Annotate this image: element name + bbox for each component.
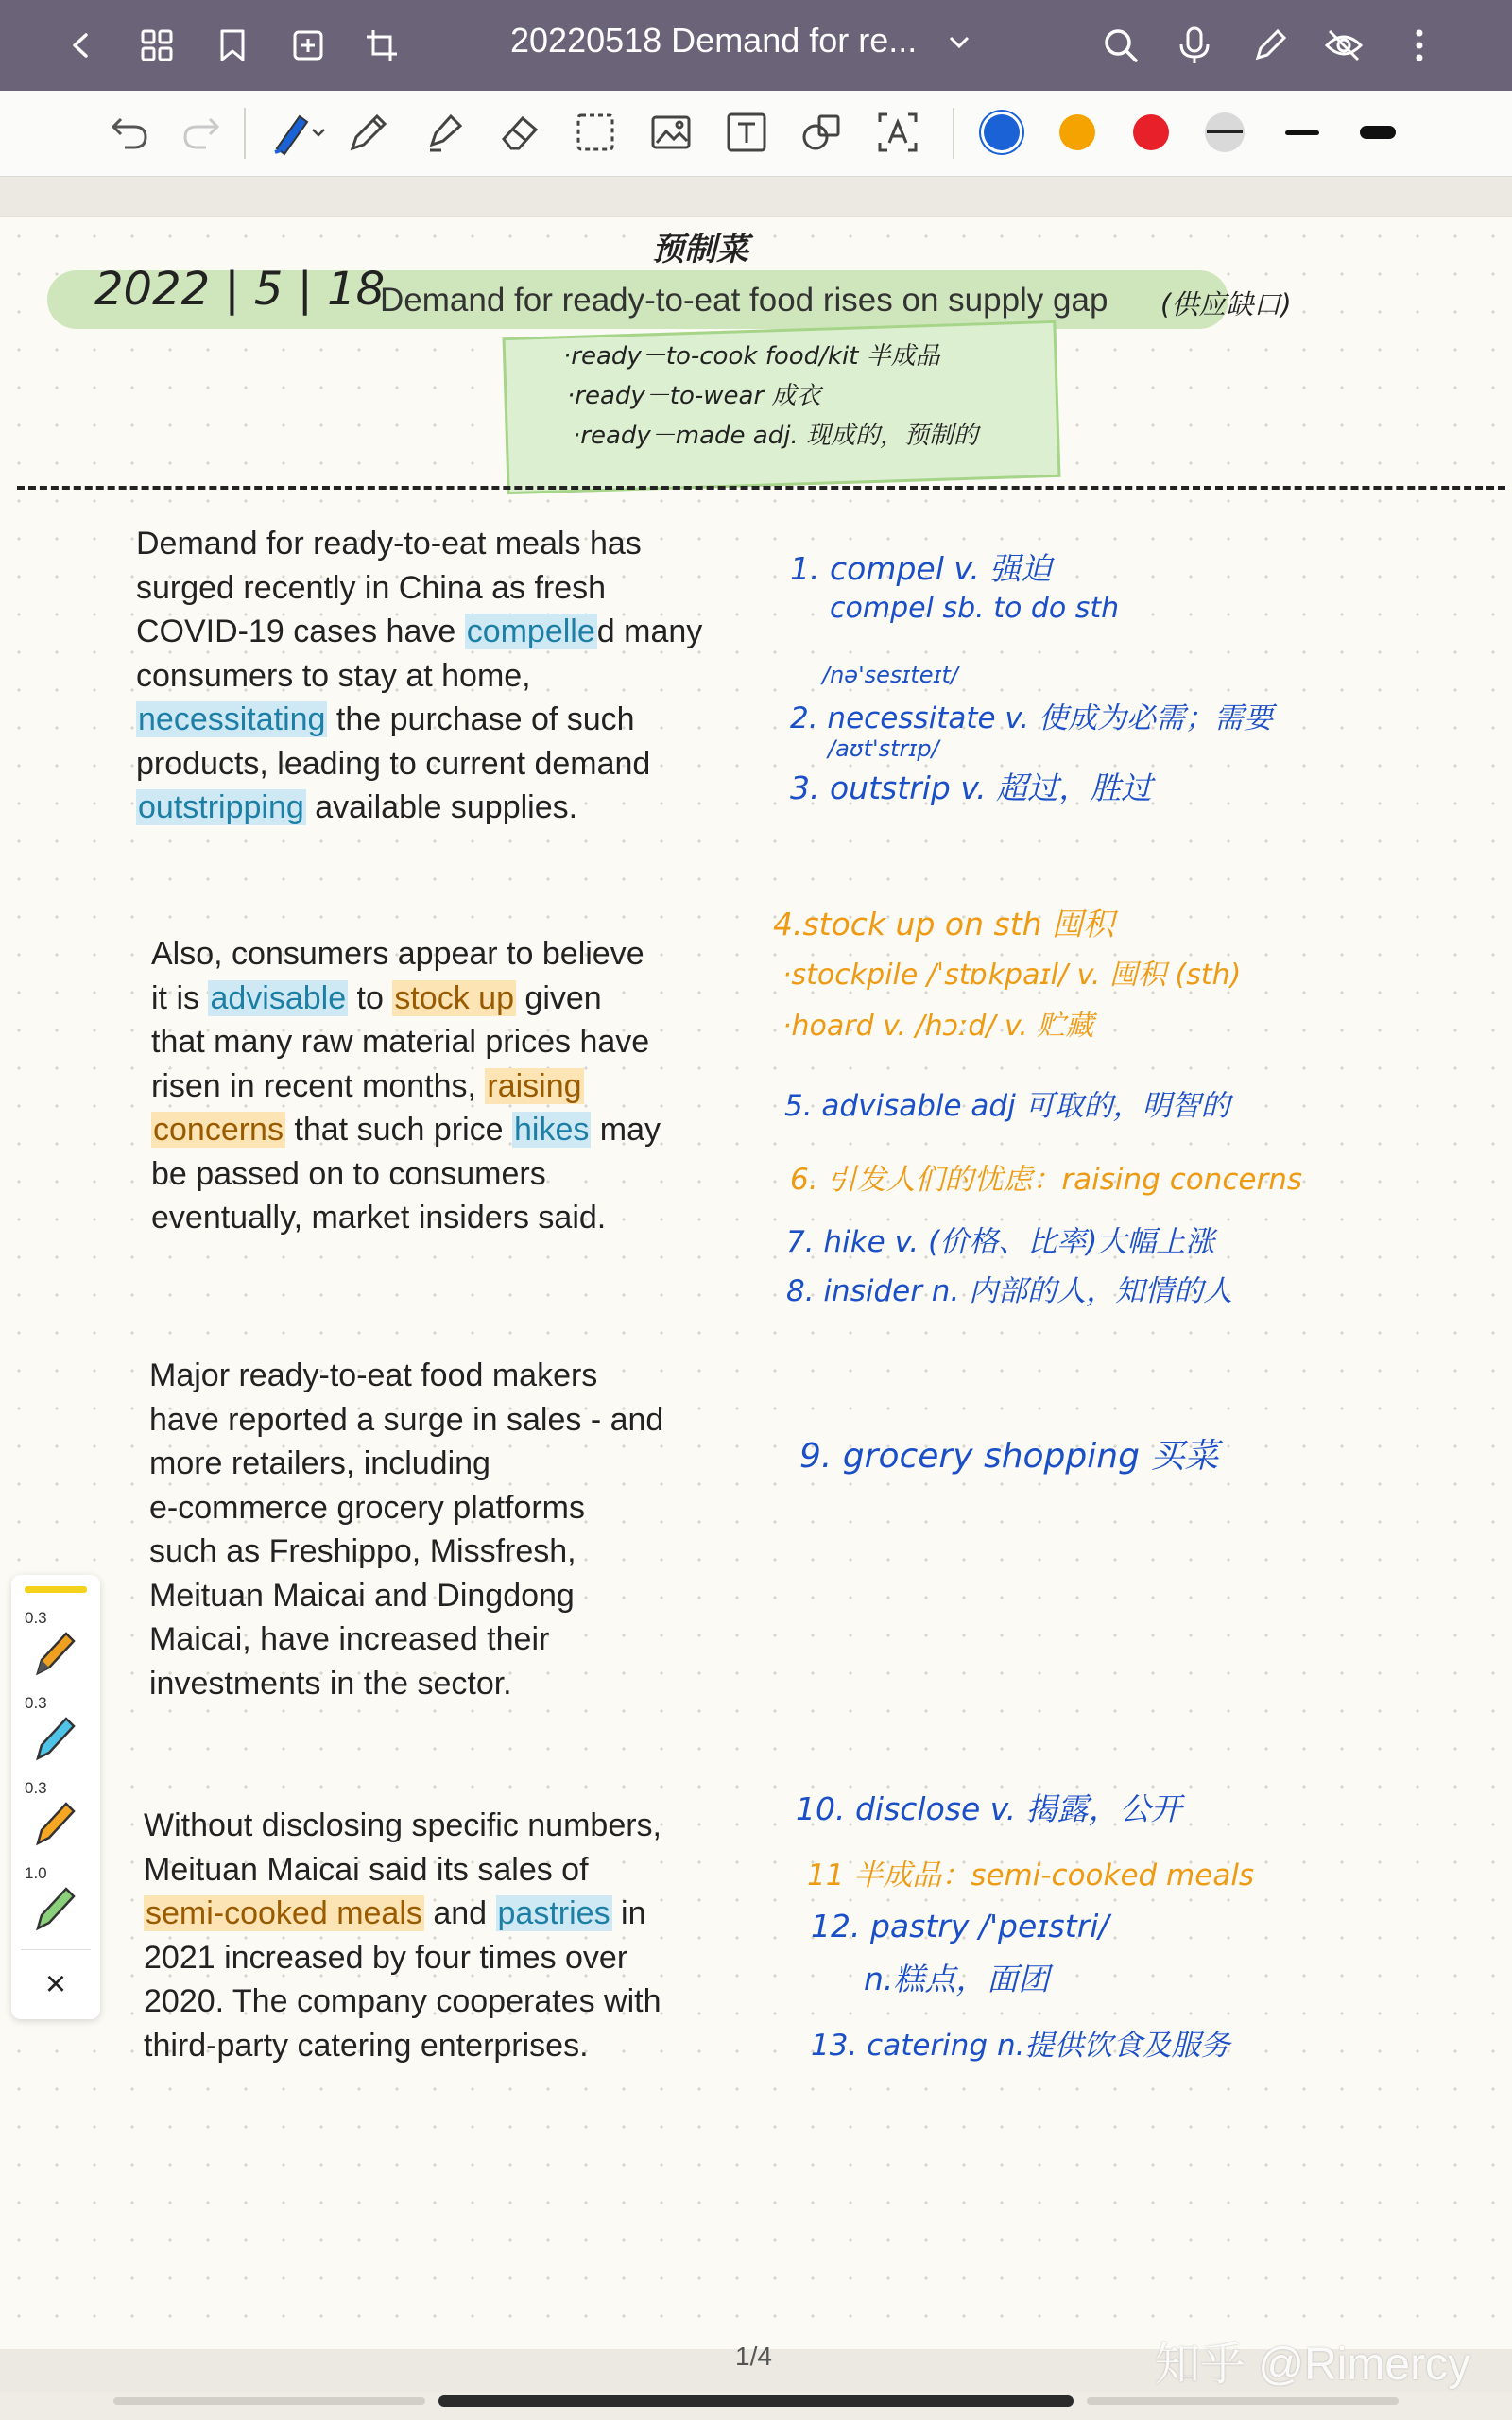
pen-size-label: 0.3 <box>25 1609 47 1627</box>
text-line: investments in the sector. <box>149 1665 512 1702</box>
note-3-ipa: /aʊt'strɪp/ <box>828 735 939 762</box>
highlight-stock-up: stock up <box>394 979 514 1016</box>
home-gesture-bar[interactable] <box>438 2395 1074 2407</box>
document-title-text: 20220518 Demand for re... <box>510 21 918 60</box>
paragraph-1 <box>136 522 702 830</box>
stroke-thin[interactable] <box>1278 108 1327 157</box>
fountain-pen-tool[interactable] <box>270 108 331 157</box>
text-line: more retailers, including <box>149 1445 490 1481</box>
text-line: have reported a surge in sales - and <box>149 1401 664 1438</box>
text-line: e-commerce grocery platforms <box>149 1489 586 1526</box>
note-date: 2022 | 5 | 18 <box>94 263 386 316</box>
note-13: 13. catering n.提供饮食及服务 <box>811 2029 1230 2063</box>
color-dot <box>984 114 1020 150</box>
scroll-track <box>1087 2397 1399 2405</box>
vocab-item-1: ·ready－to-cook food/kit 半成品 <box>563 342 940 371</box>
palette-divider <box>21 1949 91 1950</box>
paragraph-3 <box>149 1354 663 1705</box>
back-icon[interactable] <box>59 23 104 68</box>
paragraph-2 <box>151 932 661 1240</box>
note-2-ipa: /nə'sesɪteɪt/ <box>822 662 958 688</box>
highlight-hikes: hikes <box>513 1112 590 1148</box>
color-dot <box>1205 112 1245 152</box>
text-line: Meituan Maicai said its sales of <box>144 1851 589 1888</box>
text-line <box>151 1064 661 1109</box>
highlight-outstripping: outstripping <box>138 789 304 825</box>
vocab-item-3: ·ready－made adj. 现成的，预制的 <box>573 422 978 450</box>
note-1b: compel sb. to do sth <box>830 592 1120 625</box>
scroll-track <box>113 2397 425 2405</box>
text-run: d many <box>596 614 703 649</box>
text-line: third-party catering enterprises. <box>144 2027 589 2064</box>
text-line: products, leading to current demand <box>136 745 651 782</box>
color-swatch-red[interactable] <box>1126 108 1176 157</box>
note-8: 8. insider n. 内部的人，知情的人 <box>786 1274 1233 1308</box>
vocab-item-2: ·ready－to-wear 成衣 <box>567 382 821 410</box>
more-menu-icon[interactable] <box>1397 23 1442 68</box>
eraser-icon[interactable] <box>495 108 544 157</box>
dashed-separator <box>17 486 1505 490</box>
text-run: that such price <box>284 1112 512 1148</box>
highlight-advisable: advisable <box>210 979 347 1016</box>
pen-size-label: 0.3 <box>25 1694 47 1712</box>
eye-off-icon[interactable] <box>1321 23 1366 68</box>
palette-close-button[interactable]: × <box>44 1964 67 2004</box>
add-page-icon[interactable] <box>285 23 331 68</box>
fountain-pen-icon <box>271 109 330 156</box>
note-11: 11 半成品：semi-cooked meals <box>807 1858 1255 1893</box>
text-line <box>136 610 702 654</box>
title-annotation: (供应缺口) <box>1160 288 1292 320</box>
color-swatch-gray[interactable] <box>1200 108 1249 157</box>
palette-drag-handle[interactable] <box>25 1586 87 1593</box>
tool-toolbar <box>0 91 1512 177</box>
note-1: 1. compel v. 强迫 <box>790 550 1053 587</box>
image-insert-icon[interactable] <box>646 108 696 157</box>
document-title[interactable] <box>510 21 971 60</box>
note-7: 7. hike v. (价格、比率)大幅上涨 <box>786 1225 1215 1259</box>
text-line: surged recently in China as fresh <box>136 569 607 606</box>
text-line <box>144 1892 662 1936</box>
highlighter-icon[interactable] <box>420 108 469 157</box>
redo-icon[interactable] <box>176 108 225 157</box>
shape-tool-icon[interactable] <box>798 108 847 157</box>
toolbar-divider <box>244 108 246 159</box>
pen-size-label: 0.3 <box>25 1779 47 1797</box>
bookmark-icon[interactable] <box>210 23 255 68</box>
grid-icon[interactable] <box>134 23 180 68</box>
app-bar <box>0 0 1512 91</box>
chevron-down-icon[interactable] <box>947 35 971 50</box>
search-icon[interactable] <box>1098 23 1143 68</box>
color-swatch-orange[interactable] <box>1053 108 1102 157</box>
text-line <box>151 1108 661 1152</box>
highlight-raising: raising <box>487 1067 582 1104</box>
text-line: eventually, market insiders said. <box>151 1200 607 1236</box>
stroke-thick[interactable] <box>1353 108 1402 157</box>
pen-preset-1[interactable] <box>25 1609 87 1685</box>
text-line: such as Freshippo, Missfresh, <box>149 1533 576 1569</box>
text-line: Also, consumers appear to believe <box>151 936 644 972</box>
text-box-icon[interactable] <box>722 108 771 157</box>
text-line: Maicai, have increased their <box>149 1621 550 1657</box>
system-nav-bar <box>0 2392 1512 2420</box>
text-run: and <box>423 1895 496 1931</box>
pen-preset-2[interactable] <box>25 1694 87 1770</box>
text-line: Major ready-to-eat food makers <box>149 1357 598 1393</box>
article-title: Demand for ready-to-eat food rises on supply gap <box>380 282 1108 319</box>
note-2: 2. necessitate v. 使成为必需；需要 <box>790 701 1273 735</box>
crop-icon[interactable] <box>359 23 404 68</box>
text-run: in <box>611 1895 646 1931</box>
undo-icon[interactable] <box>106 108 155 157</box>
text-line: 2020. The company cooperates with <box>144 1983 662 2019</box>
color-dot <box>1133 114 1169 150</box>
lasso-select-icon[interactable] <box>571 108 620 157</box>
color-swatch-blue[interactable] <box>977 108 1026 157</box>
pencil-edit-icon[interactable] <box>1247 23 1293 68</box>
paragraph-4 <box>144 1804 662 2067</box>
stroke-preview <box>1360 126 1396 139</box>
note-3: 3. outstrip v. 超过，胜过 <box>790 769 1153 806</box>
ocr-text-icon[interactable] <box>873 108 922 157</box>
highlight-concerns: concerns <box>153 1112 284 1148</box>
text-run: given <box>515 979 602 1016</box>
microphone-icon[interactable] <box>1172 23 1217 68</box>
text-run: to <box>348 979 393 1016</box>
highlight-compelled: compelle <box>466 614 595 649</box>
watermark: 知乎 @Rimercy <box>1155 2340 1471 2390</box>
highlight-semi-cooked-meals: semi-cooked meals <box>146 1895 422 1931</box>
text-line <box>136 698 702 742</box>
text-line: Without disclosing specific numbers, <box>144 1807 662 1843</box>
text-run: risen in recent months, <box>151 1067 486 1104</box>
page-indicator: 1/4 <box>735 2342 772 2371</box>
text-run: may <box>591 1112 662 1148</box>
text-run: COVID-19 cases have <box>136 614 465 649</box>
note-4c: ·hoard v. /hɔːd/ v. 贮藏 <box>782 1010 1094 1043</box>
highlight-pastries: pastries <box>497 1895 610 1931</box>
note-6: 6. 引发人们的忧虑：raising concerns <box>790 1163 1303 1197</box>
pen-preset-3[interactable] <box>25 1779 87 1855</box>
text-line: be passed on to consumers <box>151 1155 546 1192</box>
page-heading: 预制菜 <box>652 231 748 268</box>
text-line <box>151 977 661 1021</box>
note-9: 9. grocery shopping 买菜 <box>799 1437 1219 1476</box>
pen-size-label: 1.0 <box>25 1864 47 1882</box>
pen-palette <box>11 1575 100 2019</box>
toolbar-divider <box>953 108 954 159</box>
stroke-preview <box>1285 130 1319 135</box>
text-line: consumers to stay at home, <box>136 657 531 694</box>
note-12b: n.糕点，面团 <box>864 1961 1050 1997</box>
note-10: 10. disclose v. 揭露，公开 <box>796 1790 1182 1827</box>
text-line: Meituan Maicai and Dingdong <box>149 1577 575 1614</box>
highlight-necessitating: necessitating <box>138 701 326 737</box>
note-4: 4.stock up on sth 囤积 <box>773 906 1115 942</box>
note-12: 12. pastry /'peɪstri/ <box>811 1908 1109 1945</box>
pen-icon[interactable] <box>344 108 393 157</box>
text-run: the purchase of such <box>327 701 635 737</box>
color-dot <box>1059 114 1095 150</box>
text-run: it is <box>151 979 209 1016</box>
pen-preset-4[interactable] <box>25 1864 87 1940</box>
text-run: available supplies. <box>305 789 578 825</box>
text-line: Demand for ready-to-eat meals has <box>136 526 642 562</box>
text-line <box>136 786 702 830</box>
text-line: 2021 increased by four times over <box>144 1939 628 1976</box>
text-line: that many raw material prices have <box>151 1024 650 1060</box>
note-5: 5. advisable adj 可取的，明智的 <box>784 1089 1230 1123</box>
note-4b: ·stockpile /ˈstɒkpaɪl/ v. 囤积 (sth) <box>782 959 1242 992</box>
